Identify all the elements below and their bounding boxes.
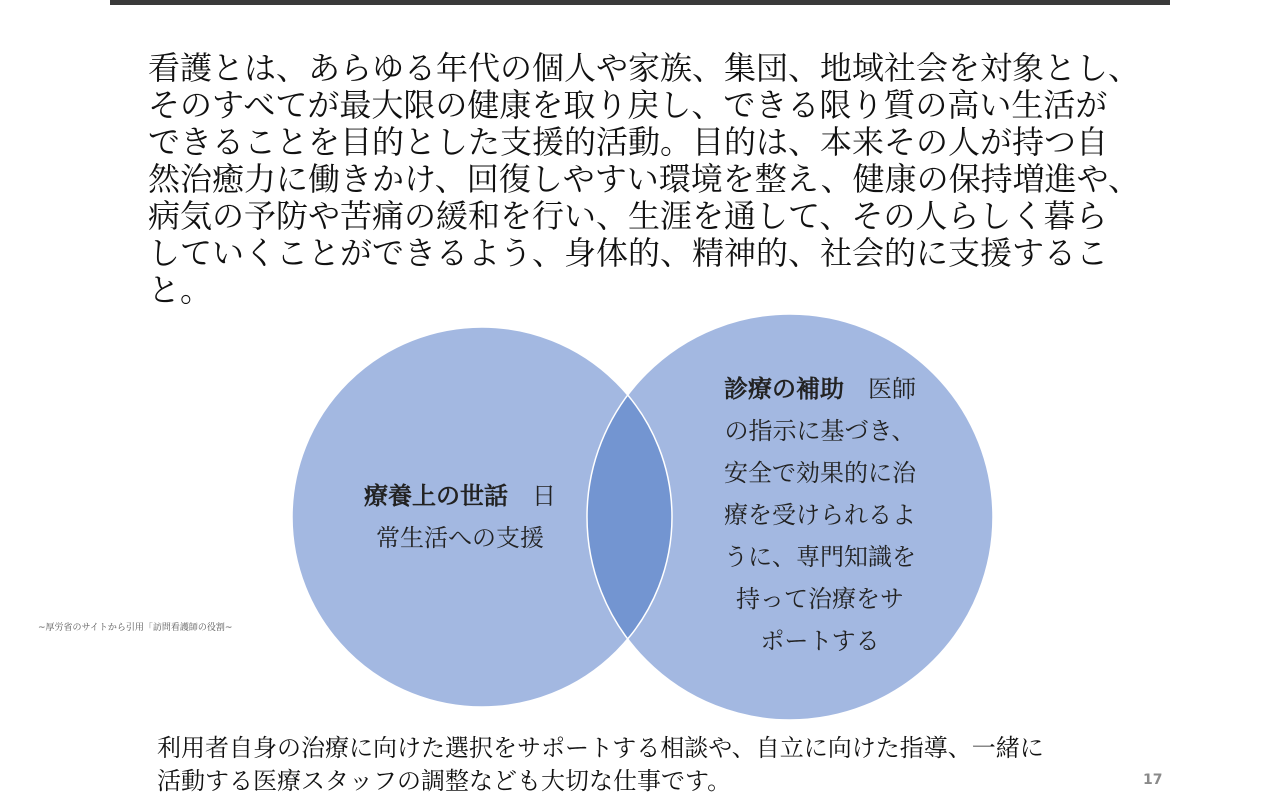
nursing-definition-text: 看護とは、あらゆる年代の個人や家族、集団、地域社会を対象とし、 そのすべてが最大限の健康を取り戻し、できる限り質の高い生活が できることを目的とした支援的活動。目的は、本来その人が持つ自 然治癒力に働きかけ、回復しやすい環境を整え、健康の保持増進や、 病気の予防や苦痛の緩和を行い、生涯を通して、その人らしく暮ら していくことができるよう、身体的、精神的、社会的に支援するこ と。: [148, 49, 1141, 309]
right-circle-body: 医師 の指示に基づき、 安全で効果的に治 療を受けられるよ うに、専門知識を 持って治療をサ ポートする: [724, 375, 916, 655]
right-circle-text: [700, 368, 940, 662]
left-circle-text: [340, 475, 580, 559]
page-number: 17: [1143, 772, 1163, 788]
right-circle-heading: 診療の補助: [724, 375, 844, 403]
top-rule: [110, 0, 1170, 5]
footer-text: 利用者自身の治療に向けた選択をサポートする相談や、自立に向けた指導、一緒に 活動する医療スタッフの調整なども大切な仕事です。: [157, 734, 1044, 795]
source-note: ~厚労省のサイトから引用「訪問看護師の役割~: [38, 623, 233, 633]
left-circle-body: 日 常生活への支援: [376, 482, 556, 552]
venn-diagram: [280, 305, 1000, 730]
left-circle-heading: 療養上の世話: [364, 482, 508, 510]
